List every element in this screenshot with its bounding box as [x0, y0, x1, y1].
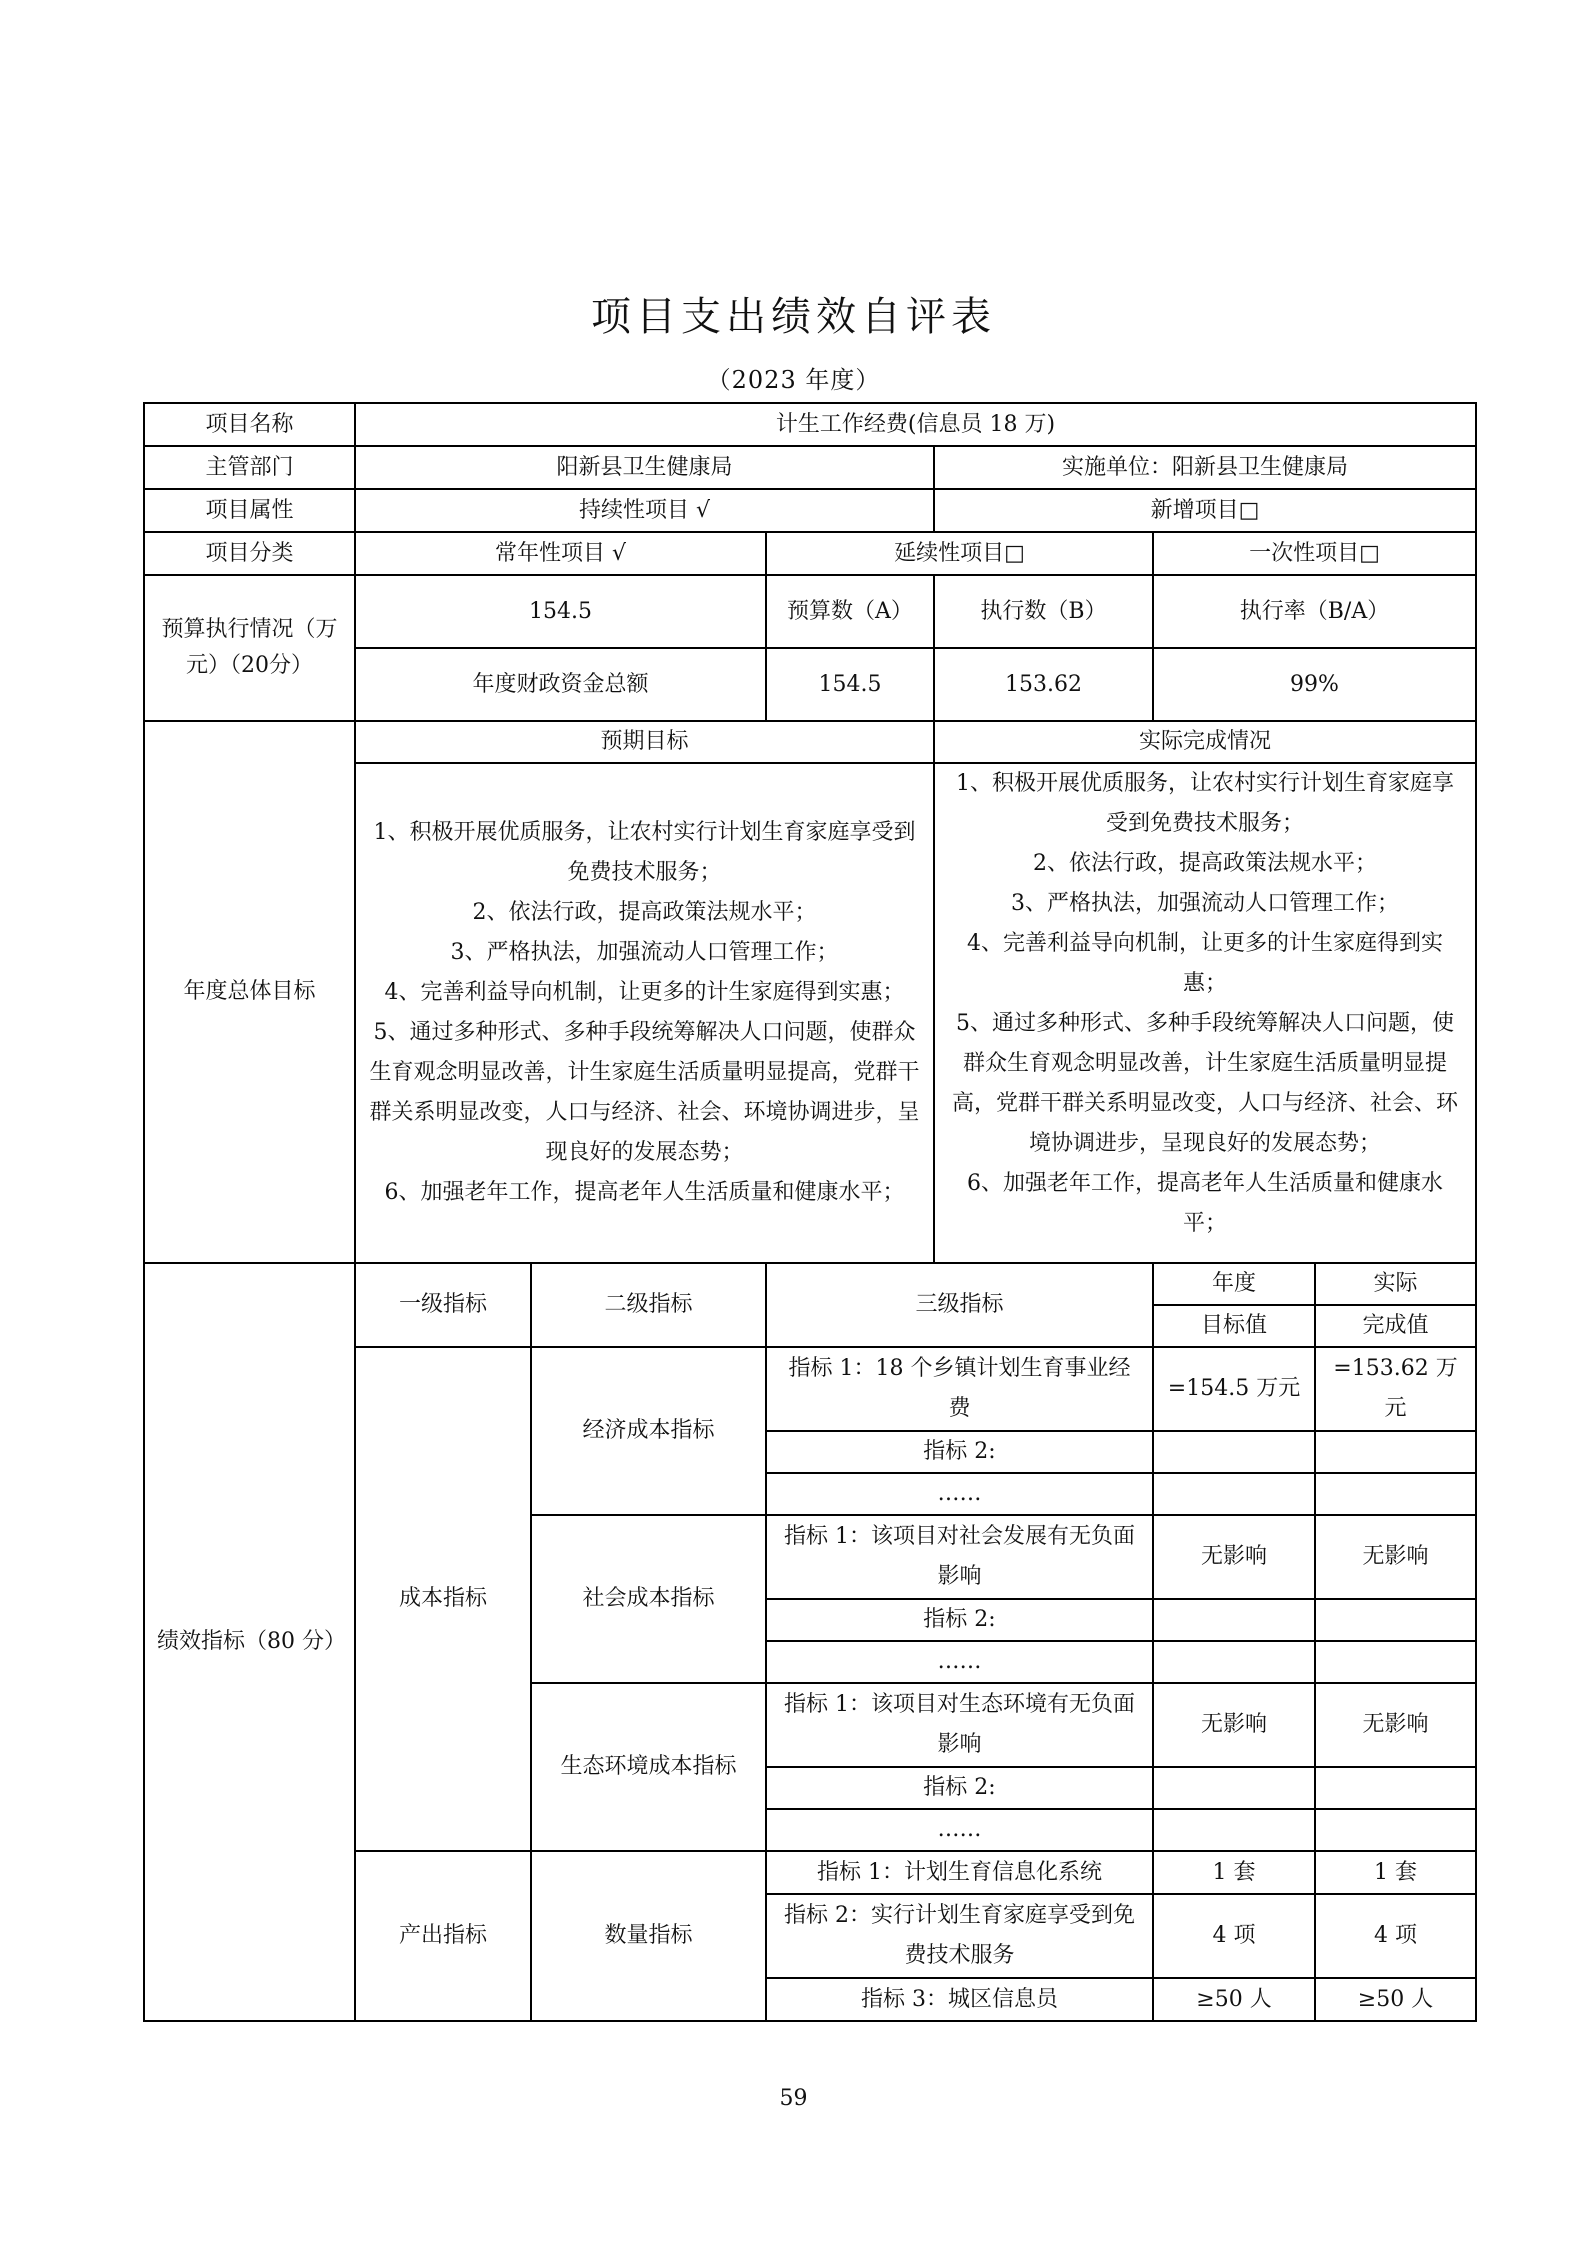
qty-indicator-1-target: 1 套 [1153, 1851, 1315, 1894]
econ-indicator-2-target [1153, 1431, 1315, 1473]
social-indicator-2-target [1153, 1599, 1315, 1641]
actual-goal-4: 4、完善利益导向机制，让更多的计生家庭得到实惠； [967, 931, 1443, 996]
actual-header: 实际完成情况 [934, 721, 1476, 763]
cost-label: 成本指标 [355, 1347, 531, 1851]
indicators-label: 绩效指标（80 分） [144, 1263, 355, 2021]
social-indicator-1: 指标 1：该项目对社会发展有无负面影响 [766, 1515, 1153, 1599]
expected-goals [355, 763, 934, 1263]
page-number: 59 [779, 2086, 808, 2111]
econ-indicator-1: 指标 1：18 个乡镇计划生育事业经费 [766, 1347, 1153, 1431]
dept-value: 阳新县卫生健康局 [355, 446, 934, 489]
row-ind-header-1 [144, 1263, 1476, 1305]
expected-goal-3: 3、严格执法，加强流动人口管理工作； [450, 940, 839, 965]
eco-label: 生态环境成本指标 [531, 1683, 766, 1851]
row-department [144, 446, 1476, 489]
attr-continuous: 持续性项目 √ [355, 489, 934, 532]
cat-extended: 延续性项目□ [766, 532, 1153, 575]
expected-header: 预期目标 [355, 721, 934, 763]
social-indicator-1-actual: 无影响 [1315, 1515, 1476, 1599]
qty-indicator-1: 指标 1：计划生育信息化系统 [766, 1851, 1153, 1894]
dept-label: 主管部门 [144, 446, 355, 489]
eco-indicator-2-actual [1315, 1767, 1476, 1809]
evaluation-table [143, 402, 1477, 2022]
attr-new: 新增项目□ [934, 489, 1476, 532]
qty-indicator-2: 指标 2：实行计划生育家庭享受到免费技术服务 [766, 1894, 1153, 1978]
eco-indicator-1-target: 无影响 [1153, 1683, 1315, 1767]
social-indicator-1-target: 无影响 [1153, 1515, 1315, 1599]
h-actual-2: 完成值 [1315, 1305, 1476, 1347]
budget-b-label: 执行数（B） [934, 575, 1153, 648]
econ-indicator-1-actual: =153.62 万元 [1315, 1347, 1476, 1431]
actual-goal-1: 1、积极开展优质服务，让农村实行计划生育家庭享受到免费技术服务； [956, 771, 1454, 836]
budget-rate-label: 执行率（B/A） [1153, 575, 1476, 648]
h-actual-1: 实际 [1315, 1263, 1476, 1305]
eco-indicator-3-actual [1315, 1809, 1476, 1851]
actual-goal-5: 5、通过多种形式、多种手段统筹解决人口问题，使群众生育观念明显改善，计生家庭生活质量明显提高，党群干群关系明显改变，人口与经济、社会、环境协调进步，呈现良好的发展态势； [951, 1011, 1458, 1156]
qty-indicator-3-actual: ≥50 人 [1315, 1978, 1476, 2021]
econ-label: 经济成本指标 [531, 1347, 766, 1515]
h-target-1: 年度 [1153, 1263, 1315, 1305]
expected-goal-4: 4、完善利益导向机制，让更多的计生家庭得到实惠； [384, 980, 905, 1005]
qty-indicator-2-target: 4 项 [1153, 1894, 1315, 1978]
cat-onetime: 一次性项目□ [1153, 532, 1476, 575]
qty-indicator-2-actual: 4 项 [1315, 1894, 1476, 1978]
eco-indicator-3-target [1153, 1809, 1315, 1851]
qty-indicator-3: 指标 3：城区信息员 [766, 1978, 1153, 2021]
social-indicator-3: …… [766, 1641, 1153, 1683]
eco-indicator-1-actual: 无影响 [1315, 1683, 1476, 1767]
page-subtitle: （2023 年度） [706, 366, 881, 394]
social-indicator-3-target [1153, 1641, 1315, 1683]
output-label: 产出指标 [355, 1851, 531, 2021]
social-indicator-2: 指标 2: [766, 1599, 1153, 1641]
cat-label: 项目分类 [144, 532, 355, 575]
expected-goal-6: 6、加强老年工作，提高老年人生活质量和健康水平； [384, 1180, 905, 1205]
row-goals-header [144, 721, 1476, 763]
social-indicator-2-actual [1315, 1599, 1476, 1641]
expected-goal-1: 1、积极开展优质服务，让农村实行计划生育家庭享受到免费技术服务； [373, 820, 916, 885]
econ-indicator-2-actual [1315, 1431, 1476, 1473]
row-project-name [144, 403, 1476, 446]
qty-label: 数量指标 [531, 1851, 766, 2021]
budget-total: 154.5 [355, 575, 766, 648]
project-name-label: 项目名称 [144, 403, 355, 446]
eco-indicator-3: …… [766, 1809, 1153, 1851]
attr-label: 项目属性 [144, 489, 355, 532]
social-label: 社会成本指标 [531, 1515, 766, 1683]
econ-indicator-3: …… [766, 1473, 1153, 1515]
h-level1: 一级指标 [355, 1263, 531, 1347]
econ-indicator-3-actual [1315, 1473, 1476, 1515]
project-name-value: 计生工作经费(信息员 18 万) [355, 403, 1476, 446]
actual-goals [934, 763, 1476, 1263]
econ-indicator-1-target: =154.5 万元 [1153, 1347, 1315, 1431]
eco-indicator-1: 指标 1：该项目对生态环境有无负面影响 [766, 1683, 1153, 1767]
row-attribute [144, 489, 1476, 532]
budget-a-label: 预算数（A） [766, 575, 934, 648]
econ-indicator-3-target [1153, 1473, 1315, 1515]
actual-goal-2: 2、依法行政，提高政策法规水平； [1033, 851, 1377, 876]
actual-goal-3: 3、严格执法，加强流动人口管理工作； [1011, 891, 1399, 916]
budget-a-value: 154.5 [766, 648, 934, 721]
h-target-2: 目标值 [1153, 1305, 1315, 1347]
qty-indicator-1-actual: 1 套 [1315, 1851, 1476, 1894]
impl-unit: 实施单位：阳新县卫生健康局 [934, 446, 1476, 489]
row-budget-1 [144, 575, 1476, 648]
cat-regular: 常年性项目 √ [355, 532, 766, 575]
actual-goal-6: 6、加强老年工作，提高老年人生活质量和健康水平； [967, 1171, 1443, 1236]
row-category [144, 532, 1476, 575]
econ-indicator-2: 指标 2: [766, 1431, 1153, 1473]
budget-label: 预算执行情况（万元）（20分） [144, 575, 355, 721]
eco-indicator-2: 指标 2: [766, 1767, 1153, 1809]
social-indicator-3-actual [1315, 1641, 1476, 1683]
expected-goal-5: 5、通过多种形式、多种手段统筹解决人口问题，使群众生育观念明显改善，计生家庭生活质量明显提高，党群干群关系明显改变，人口与经济、社会、环境协调进步，呈现良好的发展态势； [369, 1020, 920, 1165]
budget-rate-value: 99% [1153, 648, 1476, 721]
qty-indicator-3-target: ≥50 人 [1153, 1978, 1315, 2021]
goals-label: 年度总体目标 [144, 721, 355, 1263]
fund-label: 年度财政资金总额 [355, 648, 766, 721]
h-level2: 二级指标 [531, 1263, 766, 1347]
h-level3: 三级指标 [766, 1263, 1153, 1347]
page-title: 项目支出绩效自评表 [591, 294, 996, 340]
eco-indicator-2-target [1153, 1767, 1315, 1809]
budget-b-value: 153.62 [934, 648, 1153, 721]
expected-goal-2: 2、依法行政，提高政策法规水平； [472, 900, 817, 925]
